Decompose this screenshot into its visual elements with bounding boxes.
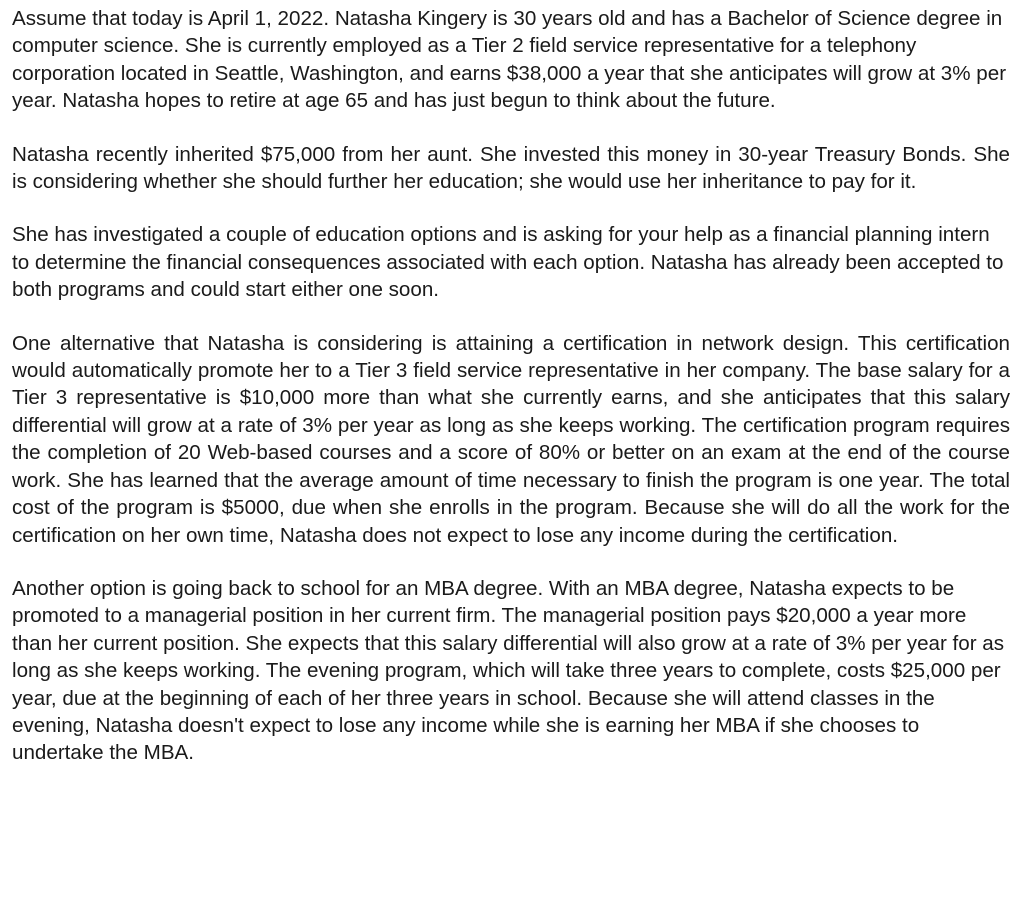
paragraph-certification-option: One alternative that Natasha is considering is attaining a certification in network design. This certification would automatically promote her to a Tier 3 field service representative in her company. The base salary for a Tier 3 representative is $10,000 more than what she currently earns, and she anticipates that this salary differential will grow at a rate of 3% per year as long as she keeps working. The certification program requires the completion of 20 Web-based courses and a score of 80% or better on an exam at the end of the course work. She has learned that the average amount of time necessary to finish the program is one year. The total cost of the program is $5000, due when she enrolls in the program. Because she will do all the work for the certification on her own time, Natasha does not expect to lose any income during the certification. [12, 331, 1010, 547]
paragraph-inheritance: Natasha recently inherited $75,000 from her aunt. She invested this money in 30-year Treasury Bonds. She is considering whether she should further her education; she would use her inheritance to pay for it. [12, 142, 1010, 194]
paragraph-mba-option: Another option is going back to school for an MBA degree. With an MBA degree, Natasha expects to be promoted to a managerial position in her current firm. The managerial position pays $20,000 a year more than her current position. She expects that this salary differential will also grow at a rate of 3% per year for as long as she keeps working. The evening program, which will take three years to complete, costs $25,000 per year, due at the beginning of each of her three years in school. Because she will attend classes in the evening, Natasha doesn't expect to lose any income while she is earning her MBA if she chooses to undertake the MBA. [12, 576, 1005, 765]
paragraph-intro: Assume that today is April 1, 2022. Natasha Kingery is 30 years old and has a Bachelor of Science degree in computer science. She is currently employed as a Tier 2 field service representative for a telephony corporation located in Seattle, Washington, and earns $38,000 a year that she anticipates will grow at 3% per year. Natasha hopes to retire at age 65 and has just begun to think about the future. [12, 7, 1007, 113]
paragraph-options-overview: She has investigated a couple of education options and is asking for your help as a financial planning intern to determine the financial consequences associated with each option. Natasha has already been accepted to both programs and could start either one soon. [12, 223, 1004, 302]
